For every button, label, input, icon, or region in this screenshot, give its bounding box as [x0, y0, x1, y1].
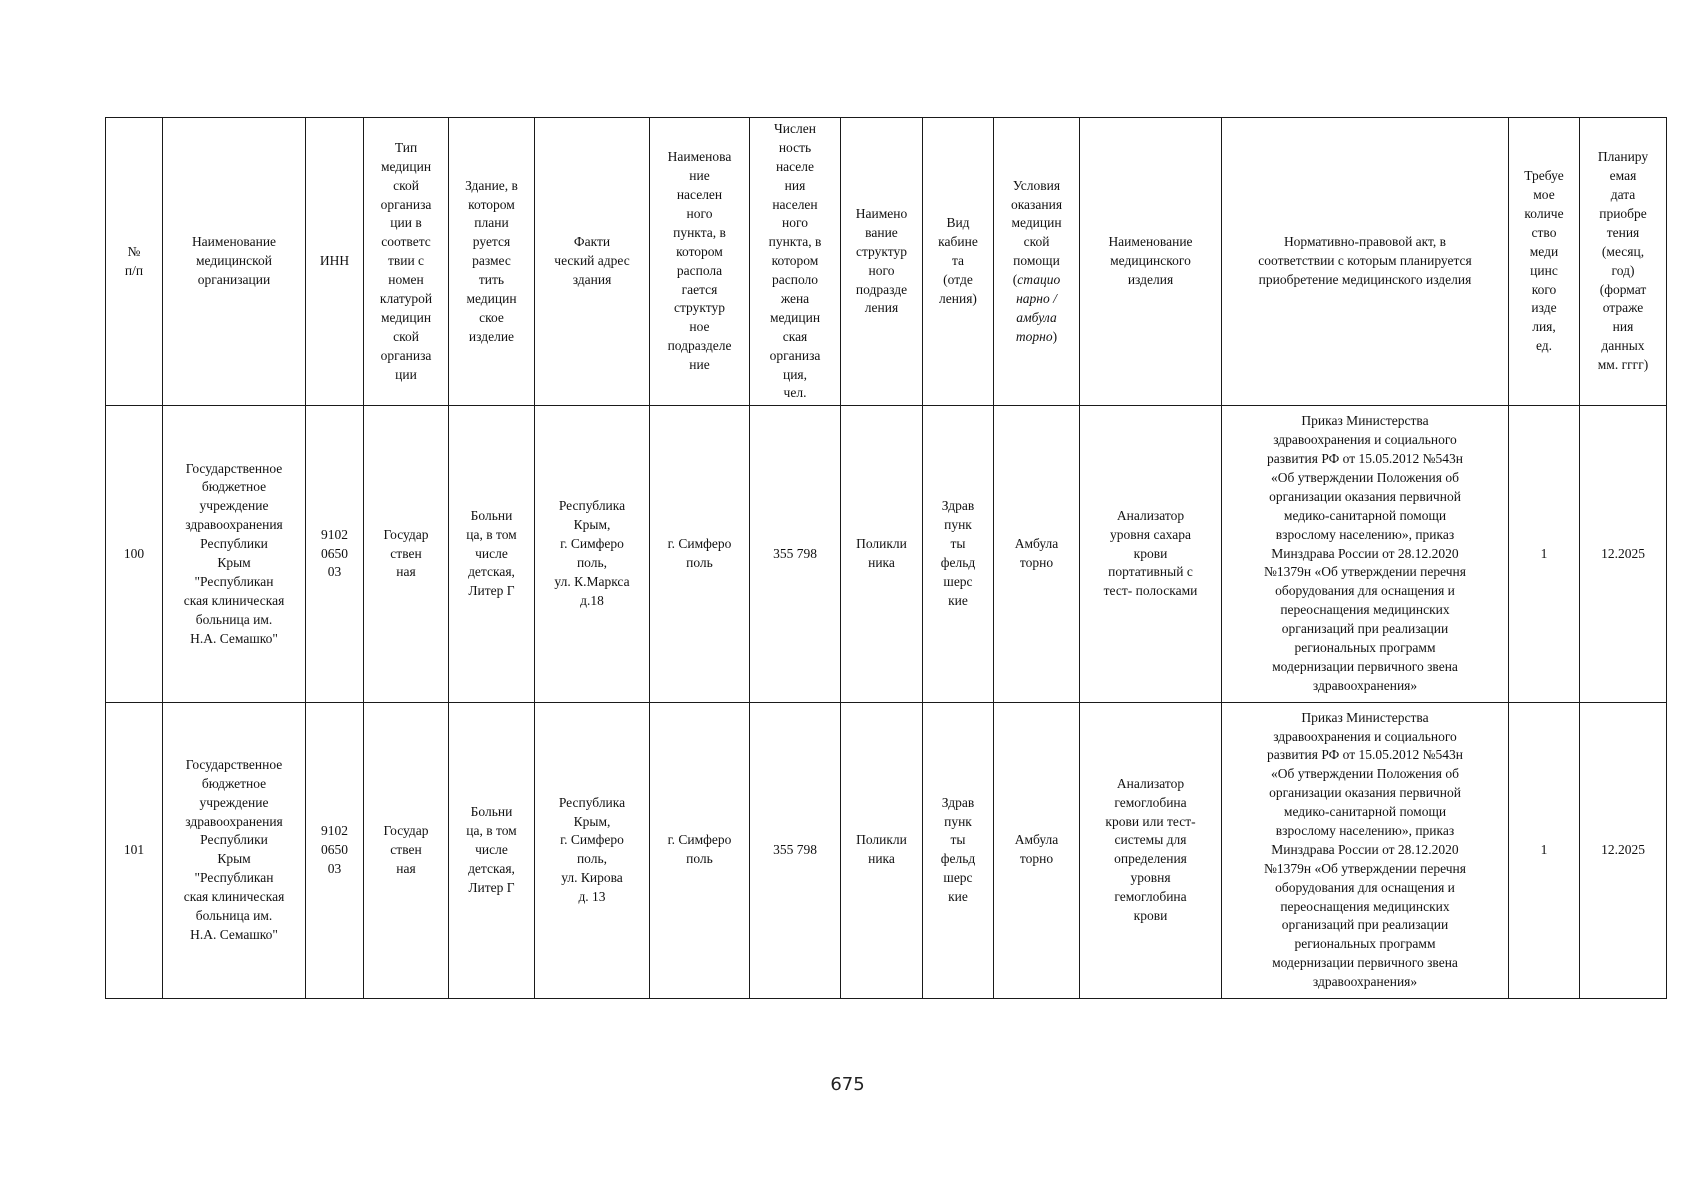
- cell-org-name: Государственное бюджетное учреждение здравоохранения Республики Крым "Республикан ская клиническая больница им. Н.А. Семашко": [163, 406, 306, 702]
- registry-table: [105, 117, 1667, 999]
- cell-population: 355 798: [750, 406, 841, 702]
- header-conditions: [994, 118, 1080, 406]
- cell-org-type: Государ ствен ная: [364, 406, 449, 702]
- page-number: 675: [830, 1074, 865, 1095]
- header-address: Факти ческий адрес здания: [535, 118, 650, 406]
- cell-cabinet: Здрав пунк ты фельд шерс кие: [923, 406, 994, 702]
- cell-quantity: 1: [1509, 702, 1580, 998]
- header-org-name: Наименование медицинской организации: [163, 118, 306, 406]
- header-conditions-suffix: ): [1052, 328, 1058, 344]
- cell-population: 355 798: [750, 702, 841, 998]
- cell-date: 12.2025: [1580, 406, 1667, 702]
- header-locality: Наименова ние населен ного пункта, в котором распола гается структур ное подразделе ние: [650, 118, 750, 406]
- table-row: [106, 702, 1667, 998]
- cell-device: Анализатор гемоглобина крови или тест- системы для определения уровня гемоглобина крови: [1080, 702, 1222, 998]
- cell-struct-unit: Поликли ника: [841, 702, 923, 998]
- header-date: Планиру емая дата приобре тения (месяц, год) (формат отраже ния данных мм. гггг): [1580, 118, 1667, 406]
- cell-num: 100: [106, 406, 163, 702]
- header-device: Наименование медицинского изделия: [1080, 118, 1222, 406]
- cell-building: Больни ца, в том числе детская, Литер Г: [449, 702, 535, 998]
- cell-legal-act: Приказ Министерства здравоохранения и социального развития РФ от 15.05.2012 №543н «Об утверждении Положения об организации оказания первичной медико-санитарной помощи взрослому населению», приказ Минздрава России от 28.12.2020 №1379н «Об утверждении перечня оборудования для оснащения и переоснащения медицинских организаций при реализации региональных программ модернизации первичного звена здравоохранения»: [1222, 406, 1509, 702]
- header-num: № п/п: [106, 118, 163, 406]
- header-quantity: Требуе мое количе ство меди цинс кого изде лия, ед.: [1509, 118, 1580, 406]
- cell-inn: 9102 0650 03: [306, 702, 364, 998]
- cell-inn: 9102 0650 03: [306, 406, 364, 702]
- header-inn: ИНН: [306, 118, 364, 406]
- header-building: Здание, в котором плани руется размес тить медицин ское изделие: [449, 118, 535, 406]
- cell-address: Республика Крым, г. Симферо поль, ул. Кирова д. 13: [535, 702, 650, 998]
- cell-org-type: Государ ствен ная: [364, 702, 449, 998]
- table-row: [106, 406, 1667, 702]
- cell-num: 101: [106, 702, 163, 998]
- header-cabinet: Вид кабине та (отде ления): [923, 118, 994, 406]
- header-conditions-italic: стацио нарно / амбула торно: [1015, 272, 1061, 344]
- cell-locality: г. Симферо поль: [650, 702, 750, 998]
- cell-org-name: Государственное бюджетное учреждение здравоохранения Республики Крым "Республикан ская клиническая больница им. Н.А. Семашко": [163, 702, 306, 998]
- cell-struct-unit: Поликли ника: [841, 406, 923, 702]
- cell-locality: г. Симферо поль: [650, 406, 750, 702]
- cell-conditions: Амбула торно: [994, 702, 1080, 998]
- cell-address: Республика Крым, г. Симферо поль, ул. К.Маркса д.18: [535, 406, 650, 702]
- cell-legal-act: Приказ Министерства здравоохранения и социального развития РФ от 15.05.2012 №543н «Об утверждении Положения об организации оказания первичной медико-санитарной помощи взрослому населению», приказ Минздрава России от 28.12.2020 №1379н «Об утверждении перечня оборудования для оснащения и переоснащения медицинских организаций при реализации региональных программ модернизации первичного звена здравоохранения»: [1222, 702, 1509, 998]
- cell-cabinet: Здрав пунк ты фельд шерс кие: [923, 702, 994, 998]
- cell-quantity: 1: [1509, 406, 1580, 702]
- cell-device: Анализатор уровня сахара крови портативный с тест- полосками: [1080, 406, 1222, 702]
- table-header-row: [106, 118, 1667, 406]
- cell-building: Больни ца, в том числе детская, Литер Г: [449, 406, 535, 702]
- cell-conditions: Амбула торно: [994, 406, 1080, 702]
- header-org-type: Тип медицин ской организа ции в соответс твии с номен клатурой медицин ской организа ции: [364, 118, 449, 406]
- cell-date: 12.2025: [1580, 702, 1667, 998]
- header-population: Числен ность населе ния населен ного пункта, в котором располо жена медицин ская организа ция, чел.: [750, 118, 841, 406]
- header-legal-act: Нормативно-правовой акт, в соответствии с которым планируется приобретение медицинского изделия: [1222, 118, 1509, 406]
- header-conditions-prefix: Условия оказания медицин ской помощи (: [1010, 177, 1063, 288]
- header-struct-unit: Наимено вание структур ного подразде ления: [841, 118, 923, 406]
